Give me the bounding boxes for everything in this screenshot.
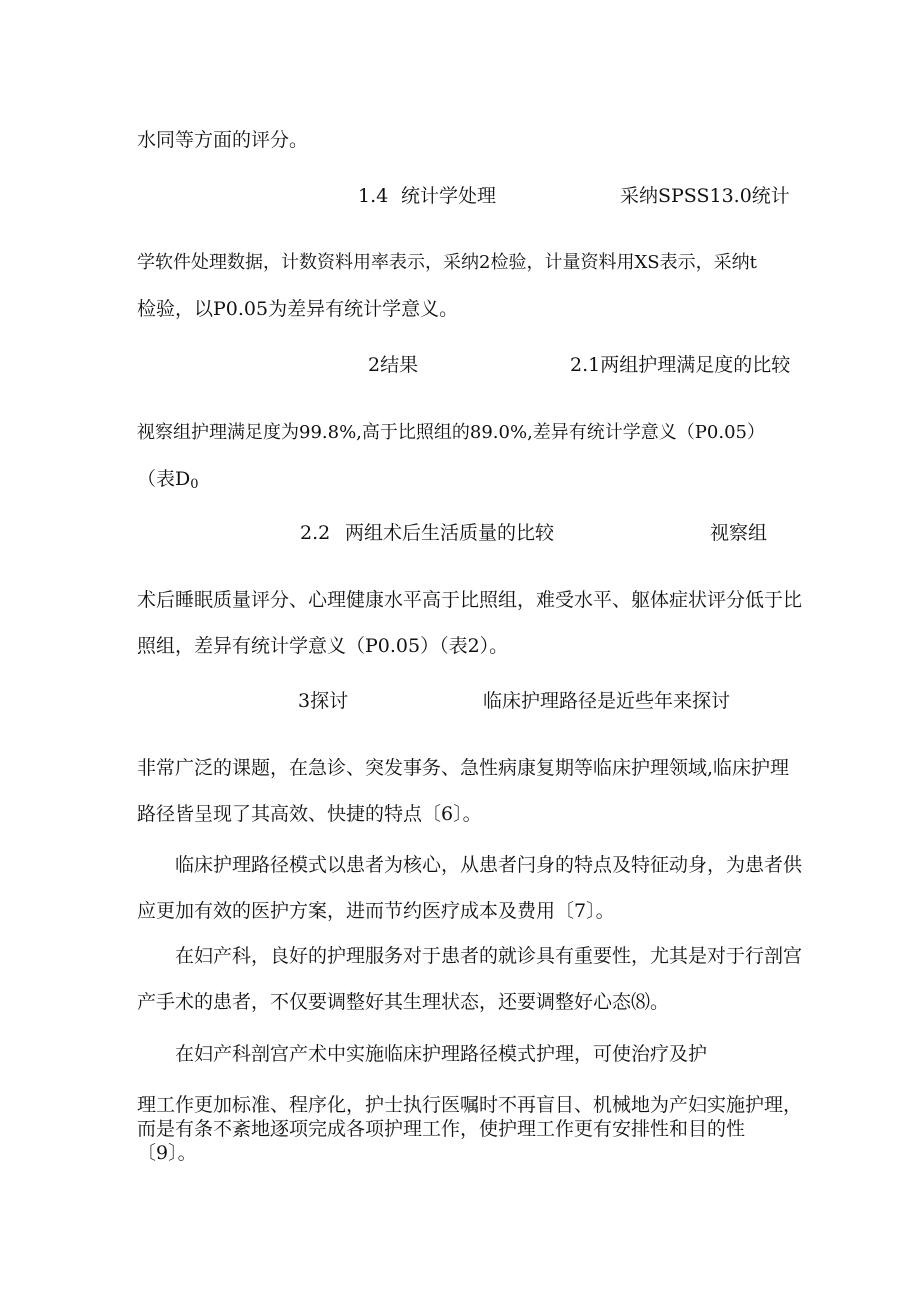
text-line: 水同等方面的评分。 <box>137 129 309 151</box>
text-line: 理工作更加标准、程序化，护士执行医嘱时不再盲目、机械地为产妇实施护理， <box>137 1094 803 1116</box>
text-line: 而是有条不紊地逐项完成各项护理工作，使护理工作更有安排性和目的性 <box>137 1118 746 1140</box>
paragraph-first-line: 在妇产科剖宫产术中实施临床护理路径模式护理，可使治疗及护 <box>175 1043 708 1065</box>
text-line <box>137 467 199 497</box>
text-line: 产手术的患者，不仅要调整好其生理状态，还要调整好心态⑻。 <box>137 991 670 1013</box>
table-reference-subscript: 0 <box>190 477 199 492</box>
text-line: 应更加有效的医护方案，进而节约医疗成本及费用〔7〕。 <box>137 900 615 922</box>
text-line: 采纳SPSS13.0统计 <box>620 185 790 207</box>
section-heading: 两组术后生活质量的比较 <box>345 522 555 544</box>
text-line: 〔9〕。 <box>137 1142 197 1164</box>
text-line: 学软件处理数据，计数资料用率表示，采纳2检验，计量资料用XS表示，采纳t <box>137 252 757 273</box>
section-heading: 统计学处理 <box>401 185 497 207</box>
text-line: 视察组 <box>710 522 768 544</box>
text-line: 术后睡眠质量评分、心理健康水平高于比照组，难受水平、躯体症状评分低于比 <box>137 589 803 611</box>
section-number: 2.2 <box>300 522 331 544</box>
section-heading: 3探讨 <box>298 690 349 712</box>
section-heading: 2结果 <box>368 354 419 376</box>
table-reference: （表D <box>137 468 191 490</box>
text-line: 检验，以P0.05为差异有统计学意义。 <box>137 298 459 320</box>
section-heading: 2.1两组护理满足度的比较 <box>570 354 791 376</box>
text-line: 路径皆呈现了其高效、快捷的特点〔6〕。 <box>137 803 482 825</box>
text-line: 照组，差异有统计学意义（P0.05）（表2）。 <box>137 635 509 657</box>
text-line: 临床护理路径是近些年来探讨 <box>483 690 731 712</box>
section-number: 1.4 <box>358 185 389 207</box>
paragraph-first-line: 在妇产科，良好的护理服务对于患者的就诊具有重要性，尤其是对于行剖宫 <box>175 945 803 967</box>
paragraph-first-line: 临床护理路径模式以患者为核心，从患者闩身的特点及特征动身，为患者供 <box>175 854 803 876</box>
text-line: 非常广泛的课题，在急诊、突发事务、急性病康复期等临床护理领域,临床护理 <box>137 757 790 779</box>
text-line: 视察组护理满足度为99.8%,高于比照组的89.0%,差异有统计学意义（P0.05） <box>137 422 765 443</box>
